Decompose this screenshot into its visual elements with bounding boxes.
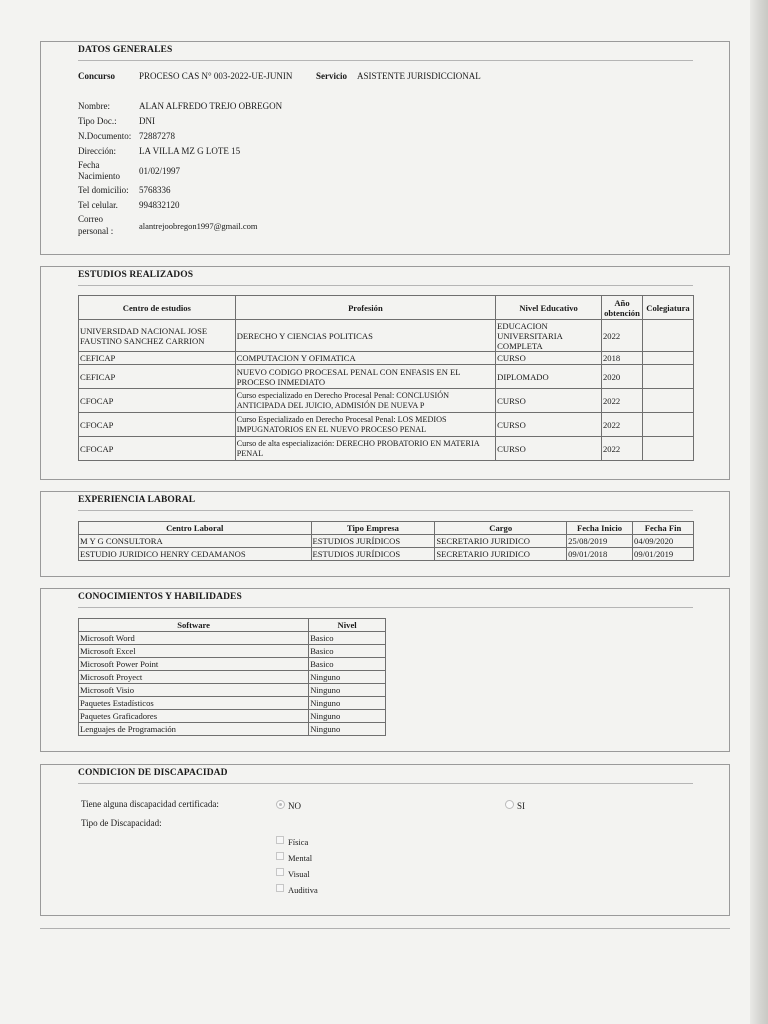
table-cell: Curso de alta especialización: DERECHO PROBATORIO EN MATERIA PENAL bbox=[235, 437, 495, 461]
table-row bbox=[79, 437, 694, 461]
section-divider bbox=[78, 285, 693, 286]
table-cell: NUEVO CODIGO PROCESAL PENAL CON ENFASIS EN EL PROCESO INMEDIATO bbox=[235, 365, 495, 389]
table-cell: M Y G CONSULTORA bbox=[79, 535, 312, 548]
table-cell: Ninguno bbox=[309, 710, 386, 723]
table-cell: Ninguno bbox=[309, 723, 386, 736]
page-edge bbox=[750, 0, 768, 1024]
conocimientos-title: CONOCIMIENTOS Y HABILIDADES bbox=[78, 592, 242, 602]
table-cell: CURSO bbox=[496, 389, 602, 413]
checkbox-fisica[interactable] bbox=[276, 836, 284, 844]
radio-no-label: NO bbox=[288, 801, 301, 811]
table-cell: Ninguno bbox=[309, 697, 386, 710]
table-cell: 2022 bbox=[602, 413, 643, 437]
table-cell: Paquetes Graficadores bbox=[79, 710, 309, 723]
concurso-value: PROCESO CAS N° 003-2022-UE-JUNIN bbox=[139, 71, 293, 81]
table-row bbox=[79, 697, 386, 710]
telcel-value: 994832120 bbox=[139, 200, 180, 210]
table-cell: Ninguno bbox=[309, 671, 386, 684]
table-cell: CURSO bbox=[496, 437, 602, 461]
table-cell bbox=[642, 389, 693, 413]
table-cell: Microsoft Proyect bbox=[79, 671, 309, 684]
section-divider bbox=[78, 510, 693, 511]
estudios-section bbox=[40, 266, 730, 480]
table-cell: 09/01/2019 bbox=[633, 548, 694, 561]
servicio-value: ASISTENTE JURISDICCIONAL bbox=[357, 71, 481, 81]
column-header: Fecha Fin bbox=[633, 522, 694, 535]
checkbox-visual[interactable] bbox=[276, 868, 284, 876]
table-cell: 09/01/2018 bbox=[567, 548, 633, 561]
table-cell: Basico bbox=[309, 658, 386, 671]
table-row bbox=[79, 535, 694, 548]
table-cell: 2020 bbox=[602, 365, 643, 389]
estudios-title: ESTUDIOS REALIZADOS bbox=[78, 270, 194, 280]
radio-no[interactable] bbox=[276, 800, 285, 809]
table-cell bbox=[642, 365, 693, 389]
table-cell: Microsoft Visio bbox=[79, 684, 309, 697]
table-cell: Basico bbox=[309, 632, 386, 645]
ndoc-label: N.Documento: bbox=[78, 131, 132, 141]
radio-si[interactable] bbox=[505, 800, 514, 809]
table-header-row bbox=[79, 296, 694, 320]
table-cell: 25/08/2019 bbox=[567, 535, 633, 548]
direccion-label: Dirección: bbox=[78, 146, 116, 156]
correo-label-line2: personal : bbox=[78, 226, 114, 236]
table-row bbox=[79, 548, 694, 561]
column-header: Año obtención bbox=[602, 296, 643, 320]
concurso-label: Concurso bbox=[78, 71, 116, 81]
table-cell: Microsoft Excel bbox=[79, 645, 309, 658]
fecha-label-line1: Fecha bbox=[78, 160, 100, 170]
checkbox-visual-label: Visual bbox=[288, 869, 310, 879]
tipo-discapacidad-label: Tipo de Discapacidad: bbox=[81, 818, 162, 828]
table-cell: 2018 bbox=[602, 352, 643, 365]
table-cell: CFOCAP bbox=[79, 389, 236, 413]
table-row bbox=[79, 658, 386, 671]
tipodoc-label: Tipo Doc.: bbox=[78, 116, 117, 126]
table-row bbox=[79, 723, 386, 736]
datos-generales-title: DATOS GENERALES bbox=[78, 45, 173, 55]
column-header: Nivel Educativo bbox=[496, 296, 602, 320]
table-cell: CURSO bbox=[496, 352, 602, 365]
table-cell bbox=[642, 352, 693, 365]
table-cell: Curso Especializado en Derecho Procesal Penal: LOS MEDIOS IMPUGNATORIOS EN EL NUEVO PROCESO PENAL bbox=[235, 413, 495, 437]
table-cell: Microsoft Word bbox=[79, 632, 309, 645]
table-cell: EDUCACION UNIVERSITARIA COMPLETA bbox=[496, 320, 602, 352]
discapacidad-section bbox=[40, 764, 730, 916]
ndoc-value: 72887278 bbox=[139, 131, 175, 141]
tipodoc-value: DNI bbox=[139, 116, 155, 126]
section-divider bbox=[78, 783, 693, 784]
table-row bbox=[79, 320, 694, 352]
table-cell: CFOCAP bbox=[79, 413, 236, 437]
table-cell bbox=[642, 320, 693, 352]
column-header: Colegiatura bbox=[642, 296, 693, 320]
table-cell: Curso especializado en Derecho Procesal Penal: CONCLUSIÓN ANTICIPADA DEL JUICIO, ADMISIÓN DE NUEVA P bbox=[235, 389, 495, 413]
estudios-table bbox=[78, 295, 694, 461]
table-cell: COMPUTACION Y OFIMATICA bbox=[235, 352, 495, 365]
table-cell bbox=[642, 413, 693, 437]
checkbox-mental[interactable] bbox=[276, 852, 284, 860]
table-cell: SECRETARIO JURIDICO bbox=[435, 535, 567, 548]
table-cell: ESTUDIOS JURÍDICOS bbox=[311, 548, 435, 561]
table-cell: 2022 bbox=[602, 437, 643, 461]
table-row bbox=[79, 352, 694, 365]
telcel-label: Tel celular. bbox=[78, 200, 118, 210]
table-row bbox=[79, 684, 386, 697]
discapacidad-title: CONDICION DE DISCAPACIDAD bbox=[78, 768, 228, 778]
table-cell: Basico bbox=[309, 645, 386, 658]
direccion-value: LA VILLA MZ G LOTE 15 bbox=[139, 146, 241, 156]
table-cell: CURSO bbox=[496, 413, 602, 437]
fecha-value: 01/02/1997 bbox=[139, 166, 181, 176]
checkbox-fisica-label: Física bbox=[288, 837, 309, 847]
table-header-row bbox=[79, 619, 386, 632]
checkbox-auditiva[interactable] bbox=[276, 884, 284, 892]
table-row bbox=[79, 645, 386, 658]
bottom-divider bbox=[40, 928, 730, 929]
table-row bbox=[79, 710, 386, 723]
table-row bbox=[79, 671, 386, 684]
table-cell: 2022 bbox=[602, 389, 643, 413]
table-header-row bbox=[79, 522, 694, 535]
correo-value: alantrejoobregon1997@gmail.com bbox=[139, 221, 258, 231]
table-cell: Ninguno bbox=[309, 684, 386, 697]
column-header: Nivel bbox=[309, 619, 386, 632]
servicio-label: Servicio bbox=[316, 71, 347, 81]
table-row bbox=[79, 413, 694, 437]
correo-label-line1: Correo bbox=[78, 214, 103, 224]
table-cell: CEFICAP bbox=[79, 365, 236, 389]
column-header: Software bbox=[79, 619, 309, 632]
table-cell: DIPLOMADO bbox=[496, 365, 602, 389]
section-divider bbox=[78, 60, 693, 61]
table-cell: Lenguajes de Programación bbox=[79, 723, 309, 736]
experiencia-title: EXPERIENCIA LABORAL bbox=[78, 495, 196, 505]
datos-generales-section bbox=[40, 41, 730, 255]
conocimientos-section bbox=[40, 588, 730, 752]
column-header: Fecha Inicio bbox=[567, 522, 633, 535]
checkbox-mental-label: Mental bbox=[288, 853, 313, 863]
radio-si-label: SI bbox=[517, 801, 526, 811]
table-cell: 2022 bbox=[602, 320, 643, 352]
experiencia-section bbox=[40, 491, 730, 577]
fecha-label-line2: Nacimiento bbox=[78, 171, 120, 181]
table-cell: CEFICAP bbox=[79, 352, 236, 365]
experiencia-table bbox=[78, 521, 694, 561]
table-row bbox=[79, 632, 386, 645]
table-row bbox=[79, 365, 694, 389]
table-cell: Microsoft Power Point bbox=[79, 658, 309, 671]
conocimientos-table bbox=[78, 618, 386, 736]
table-cell: DERECHO Y CIENCIAS POLITICAS bbox=[235, 320, 495, 352]
column-header: Tipo Empresa bbox=[311, 522, 435, 535]
column-header: Centro Laboral bbox=[79, 522, 312, 535]
nombre-value: ALAN ALFREDO TREJO OBREGON bbox=[139, 101, 283, 111]
column-header: Centro de estudios bbox=[79, 296, 236, 320]
table-cell: 04/09/2020 bbox=[633, 535, 694, 548]
checkbox-auditiva-label: Auditiva bbox=[288, 885, 318, 895]
table-cell: CFOCAP bbox=[79, 437, 236, 461]
table-cell: Paquetes Estadísticos bbox=[79, 697, 309, 710]
table-cell: SECRETARIO JURIDICO bbox=[435, 548, 567, 561]
table-cell bbox=[642, 437, 693, 461]
nombre-label: Nombre: bbox=[78, 101, 110, 111]
table-cell: ESTUDIO JURIDICO HENRY CEDAMANOS bbox=[79, 548, 312, 561]
section-divider bbox=[78, 607, 693, 608]
table-cell: ESTUDIOS JURÍDICOS bbox=[311, 535, 435, 548]
column-header: Profesión bbox=[235, 296, 495, 320]
table-cell: UNIVERSIDAD NACIONAL JOSE FAUSTINO SANCHEZ CARRION bbox=[79, 320, 236, 352]
column-header: Cargo bbox=[435, 522, 567, 535]
teldom-value: 5768336 bbox=[139, 185, 171, 195]
discapacidad-question: Tiene alguna discapacidad certificada: bbox=[81, 799, 219, 809]
teldom-label: Tel domicilio: bbox=[78, 185, 129, 195]
table-row bbox=[79, 389, 694, 413]
